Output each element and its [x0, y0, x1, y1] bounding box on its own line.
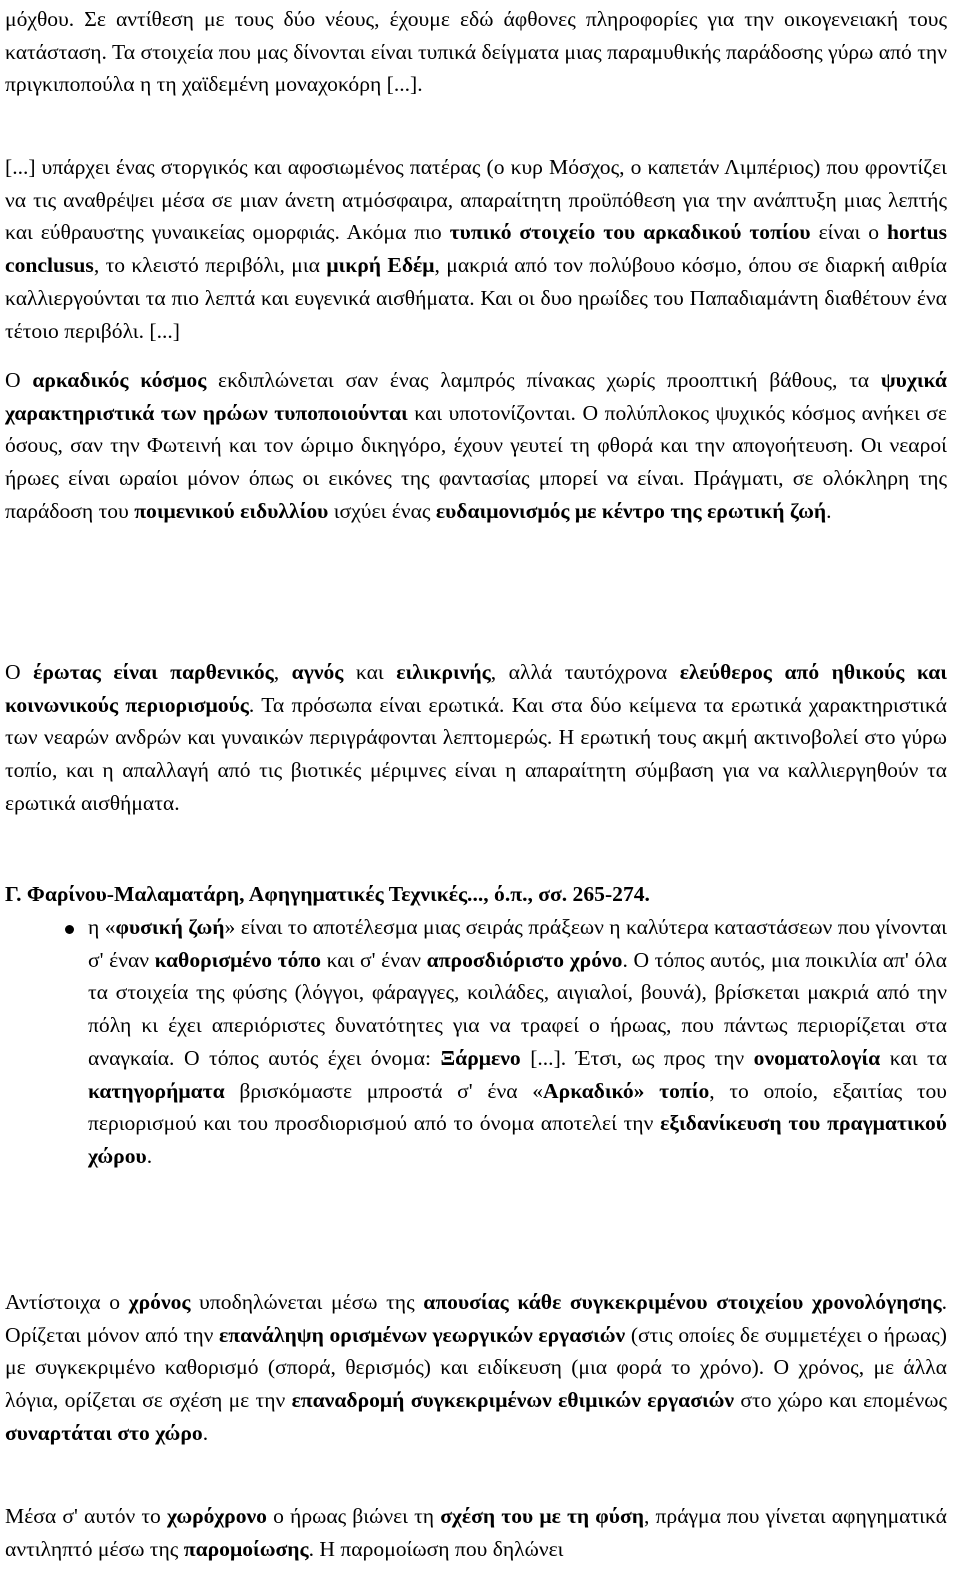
text-run: και υποτονίζονται. Ο πολύπλοκος ψυχικός κόσμος ανήκει σε όσους, σαν την Φωτεινή και τον ώριμο δικηγόρο, έχουν γευτεί τη φθορά και την απογοήτευση. Οι νεαροί ήρωες είναι ωραίοι μόνον όπως οι εικόνες της φαντασίας μπορεί να είναι. Πράγματι, σε ολόκληρη της παράδοση του: [5, 400, 948, 523]
bold-text-run: ευδαιμονισμός με κέντρο της ερωτική ζωή: [435, 498, 827, 523]
bold-text-run: εξιδανίκευση του πραγματικού χώρου: [88, 1111, 947, 1168]
paragraph-love: [5, 656, 947, 820]
text-run: , πράγμα που γίνεται αφηγηματικά αντιληπτό μέσω της: [5, 1504, 947, 1561]
text-run: , το οποίο, εξαιτίας του περιορισμού και του προσδιορισμού από το όνομα αποτελεί την: [88, 1078, 947, 1136]
bold-text-run: ειλικρινής: [396, 660, 491, 684]
bold-text-run: παρομοίωσης: [183, 1536, 309, 1561]
reference-citation: Γ. Φαρίνου-Μαλαματάρη, Αφηγηματικές Τεχνικές..., ό.π., σσ. 265-274.: [5, 882, 650, 906]
text-run: . Η παρομοίωση που δηλώνει: [308, 1536, 564, 1561]
paragraph-chronotope: [5, 1500, 947, 1565]
text-run: μόχθου. Σε αντίθεση με τους δύο νέους, έχουμε εδώ άφθονες πληροφορίες για την οικογενειακή τους κατάσταση. Τα στοιχεία που μας δίνονται είναι τυπικά δείγματα μιας παραμυθικής παράδοσης γύρω από την πριγκιποπούλα η τη χαϊδεμένη μοναχοκόρη [...].: [5, 7, 947, 97]
text-run: .: [826, 498, 832, 523]
paragraph-time: [5, 1286, 947, 1450]
bold-text-run: καθορισμένο τόπο: [154, 947, 322, 972]
text-run: και σ' έναν: [321, 947, 427, 972]
text-run: . Τα πρόσωπα είναι ερωτικά. Και στα δύο κείμενα τα ερωτικά χαρακτηριστικά των νεαρών ανδρών και γυναικών περιγράφονται λεπτομερώς. Η ερωτική τους ακμή ακτινοβολεί στο γύρω τοπίο, και η απαλλαγή από τις βιοτικές μέριμνες είναι η απαραίτητη σύμβαση για να καλλιεργηθούν τα ερωτικά αισθήματα.: [5, 692, 947, 815]
bold-text-run: επαναδρομή συγκεκριμένων εθιμικών εργασιών: [291, 1388, 735, 1413]
bold-text-run: Αρκαδικό» τοπίο: [543, 1078, 710, 1103]
bold-text-run: συναρτάται στο χώρο: [5, 1420, 203, 1445]
paragraph-father-garden: [5, 151, 947, 347]
text-run: [...] υπάρχει ένας στοργικός και αφοσιωμένος πατέρας (ο κυρ Μόσχος, ο καπετάν Λιμπέριος) που φροντίζει να τις αναθρέψει μέσα σε μιαν άνετη ατμόσφαιρα, απαραίτητη προϋπόθεση για την ανάπτυξη μιας λεπτής και εύθραυστης γυναικείας ομορφιάς. Ακόμα πιο: [5, 155, 947, 245]
text-run: ισχύει ένας: [328, 498, 436, 523]
paragraph-arcadian-world: [5, 364, 947, 528]
bold-text-run: μικρή Εδέμ: [326, 253, 435, 278]
paragraph-family-situation: [5, 3, 947, 101]
bold-text-run: ψυχικά χαρακτηριστικά των ηρώων τυποποιούνται: [5, 368, 947, 425]
bold-text-run: αγνός: [291, 660, 344, 684]
text-run: Ο: [5, 368, 33, 392]
bold-text-run: ονοματολογία: [753, 1045, 881, 1070]
text-run: βρισκόμαστε μπροστά σ' ένα «: [224, 1078, 544, 1103]
text-run: , μακριά από τον πολύβουο κόσμο, όπου σε διαρκή αιθρία καλλιεργούνται τα πιο λεπτά και ευγενικά αισθήματα. Και οι δυο ηρωίδες του Παπαδιαμάντη διαθέτουν ένα τέτοιο περιβόλι. [...]: [5, 253, 947, 343]
text-run: [...]. Έτσι, ως προς την: [520, 1045, 754, 1070]
text-run: και τα: [880, 1045, 948, 1070]
text-run: Μέσα σ' αυτόν το: [5, 1504, 167, 1528]
text-run: .: [202, 1420, 209, 1445]
text-run: είναι ο: [810, 220, 887, 245]
bold-text-run: κατηγορήματα: [88, 1078, 225, 1103]
bold-text-run: αρκαδικός κόσμος: [32, 368, 207, 392]
text-run: , αλλά ταυτόχρονα: [490, 660, 680, 684]
text-run: . Ορίζεται μόνον από την: [5, 1290, 947, 1347]
bold-text-run: τυπικό στοιχείο του αρκαδικού τοπίου: [449, 220, 811, 245]
text-run: ο ήρωας βιώνει τη: [266, 1504, 441, 1528]
text-run: και: [343, 660, 397, 684]
text-run: στο χώρο και επομένως: [734, 1388, 948, 1413]
text-run: . Ο τόπος αυτός, μια ποικιλία απ' όλα τα στοιχεία της φύσης (λόγγοι, φάραγγες, κοιλάδες, αιγιαλοί, βουνά), βρίσκεται μακριά από την πόλη κι έχει απεριόριστες δυνατότητες για να τραφεί ο ήρωας, που πάντως περιορίζεται στα αναγκαία. Ο τόπος αυτός έχει όνομα:: [88, 947, 947, 1070]
text-run: Ο: [5, 660, 34, 684]
bullet-text-natural-life: [88, 911, 947, 1173]
text-run: Αντίστοιχα ο: [5, 1290, 129, 1314]
bullet-dot: [65, 925, 74, 934]
bold-text-run: ελεύθερος από ηθικούς και κοινωνικούς περιορισμούς: [5, 660, 947, 717]
text-run: ,: [273, 660, 292, 684]
text-run: , το κλειστό περιβόλι, μια: [93, 253, 327, 278]
text-run: .: [146, 1143, 153, 1168]
bold-text-run: απουσίας κάθε συγκεκριμένου στοιχείου χρονολόγησης: [423, 1290, 942, 1314]
text-run: η «: [88, 915, 116, 939]
bold-text-run: χωρόχρονο: [166, 1504, 267, 1528]
text-run: » είναι το αποτέλεσμα μιας σειράς πράξεων η καλύτερα καταστάσεων που γίνονται σ' έναν: [88, 915, 947, 972]
bold-text-run: έρωτας είναι παρθενικός: [33, 660, 274, 684]
bold-text-run: hortus conclusus: [5, 220, 947, 278]
bold-text-run: σχέση του με τη φύση: [440, 1504, 644, 1528]
text-run: εκδιπλώνεται σαν ένας λαμπρός πίνακας χωρίς προοπτική βάθους, τα: [206, 368, 881, 392]
bold-text-run: επανάληψη ορισμένων γεωργικών εργασιών: [219, 1322, 626, 1347]
bold-text-run: Ξάρμενο: [440, 1045, 521, 1070]
bold-text-run: ποιμενικού ειδυλλίου: [134, 498, 329, 523]
bold-text-run: χρόνος: [128, 1290, 191, 1314]
text-run: υποδηλώνεται μέσω της: [190, 1290, 424, 1314]
bold-text-run: φυσική ζωή: [115, 915, 225, 939]
text-run: (στις οποίες δε συμμετέχει ο ήρωας) με συγκεκριμένο καθορισμό (σπορά, θερισμός) και ειδίκευση (μια φορά το χρόνο). Ο χρόνος, με άλλα λόγια, ορίζεται σε σχέση με την: [5, 1322, 948, 1413]
bold-text-run: απροσδιόριστο χρόνο: [426, 947, 623, 972]
